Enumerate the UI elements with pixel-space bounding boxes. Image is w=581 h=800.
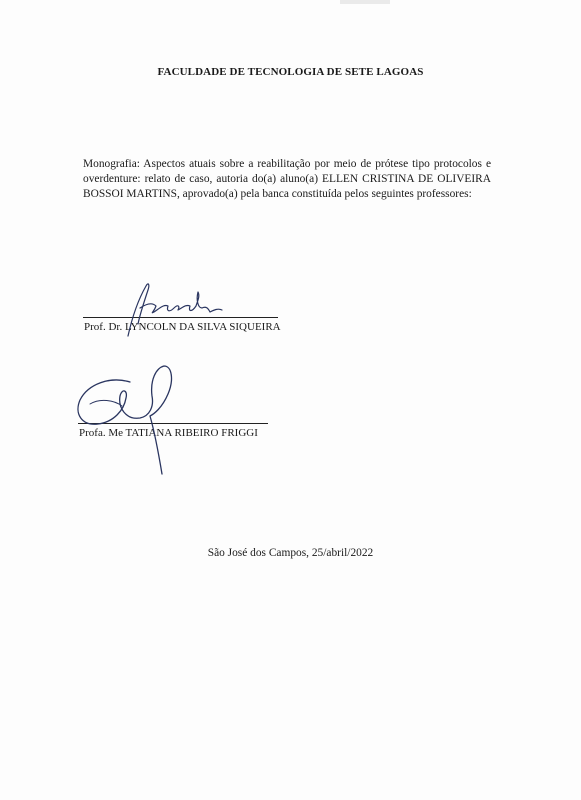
place-and-date: São José dos Campos, 25/abril/2022 (207, 547, 374, 559)
signature-line-2 (78, 423, 268, 424)
scan-artifact (340, 0, 390, 4)
institution-title: FACULDADE DE TECNOLOGIA DE SETE LAGOAS (157, 66, 424, 78)
handwritten-signature-2 (70, 360, 190, 478)
signature-line-1 (83, 317, 278, 318)
signatory-name-1: Prof. Dr. LYNCOLN DA SILVA SIQUEIRA (84, 321, 281, 333)
approval-statement: Monografia: Aspectos atuais sobre a reabilitação por meio de prótese tipo protocolos e overdenture: relato de caso, autoria do(a) aluno(a) ELLEN CRISTINA DE OLIVEIRA BOSSOI MARTINS, aprovado(a) pela banca constituída pelos seguintes professores: (83, 158, 491, 200)
signatory-name-2: Profa. Me TATIANA RIBEIRO FRIGGI (79, 427, 258, 439)
